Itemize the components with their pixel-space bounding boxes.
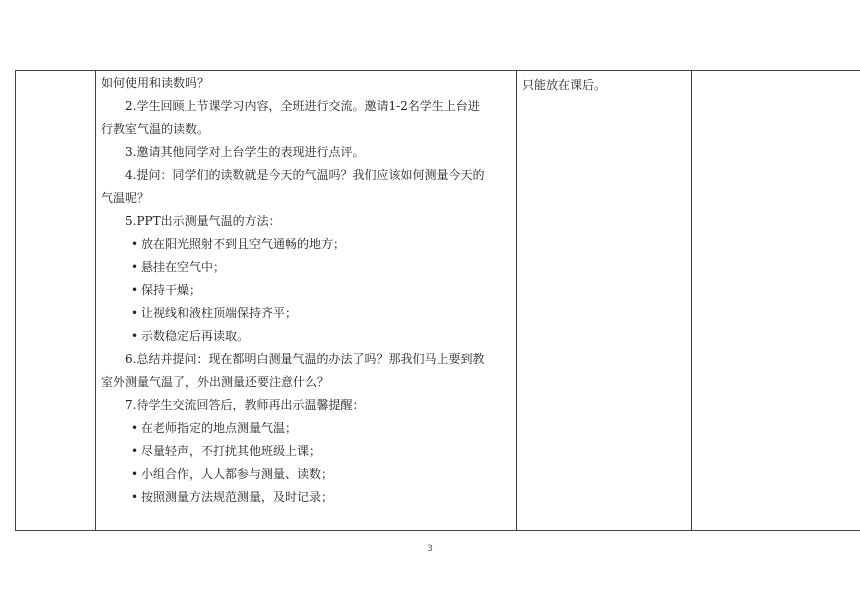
bullet-icon: • [131, 467, 139, 481]
note-cell [517, 71, 692, 531]
bullet-icon: • [131, 306, 139, 320]
bullet-icon: • [131, 444, 139, 458]
content-line: 6.总结并提问：现在都明白测量气温的办法了吗？那我们马上要到教 [125, 352, 485, 366]
bullet-text: 让视线和液柱顶端保持齐平； [141, 306, 298, 320]
empty-cell-right [692, 71, 860, 531]
content-line: 3.邀请其他同学对上台学生的表现进行点评。 [125, 145, 365, 159]
bullet-icon: • [131, 283, 139, 297]
note-text: 只能放在课后。 [522, 78, 607, 92]
content-line [101, 444, 510, 458]
bullet-icon: • [131, 421, 139, 435]
content-line [101, 421, 510, 435]
content-line: 如何使用和读数吗？ [101, 76, 210, 90]
content-line: 5.PPT出示测量气温的方法： [125, 214, 281, 228]
bullet-icon: • [131, 260, 139, 274]
content-line [101, 329, 510, 343]
content-line: 行教室气温的读数。 [101, 122, 210, 136]
content-line [101, 467, 510, 481]
bullet-text: 尽量轻声，不打扰其他班级上课； [141, 444, 322, 458]
bullet-text: 小组合作，人人都参与测量、读数； [141, 467, 334, 481]
bullet-text: 在老师指定的地点测量气温； [141, 421, 298, 435]
content-line: 7.待学生交流回答后，教师再出示温馨提醒： [125, 398, 365, 412]
lesson-content-cell [96, 71, 517, 531]
content-line: 4.提问：同学们的读数就是今天的气温吗？我们应该如何测量今天的 [125, 168, 485, 182]
content-line [101, 237, 510, 251]
content-line: 气温呢？ [101, 191, 150, 205]
bullet-icon: • [131, 237, 139, 251]
page-number: 3 [427, 544, 433, 554]
content-line [101, 306, 510, 320]
bullet-icon: • [131, 329, 139, 343]
bullet-text: 悬挂在空气中； [141, 260, 226, 274]
content-line [101, 283, 510, 297]
bullet-icon: • [131, 490, 139, 504]
lesson-lines [101, 76, 510, 504]
lesson-table [15, 70, 860, 531]
bullet-text: 保持干燥； [141, 283, 202, 297]
empty-cell-left [16, 71, 96, 531]
content-line [101, 260, 510, 274]
content-line: 室外测量气温了，外出测量还要注意什么？ [101, 375, 330, 389]
bullet-text: 示数稳定后再读取。 [141, 329, 250, 343]
content-line: 2.学生回顾上节课学习内容，全班进行交流。邀请1-2名学生上台进 [125, 99, 480, 113]
bullet-text: 按照测量方法规范测量，及时记录； [141, 490, 334, 504]
bullet-text: 放在阳光照射不到且空气通畅的地方； [141, 237, 346, 251]
content-line [101, 490, 510, 504]
table-row [16, 71, 860, 531]
